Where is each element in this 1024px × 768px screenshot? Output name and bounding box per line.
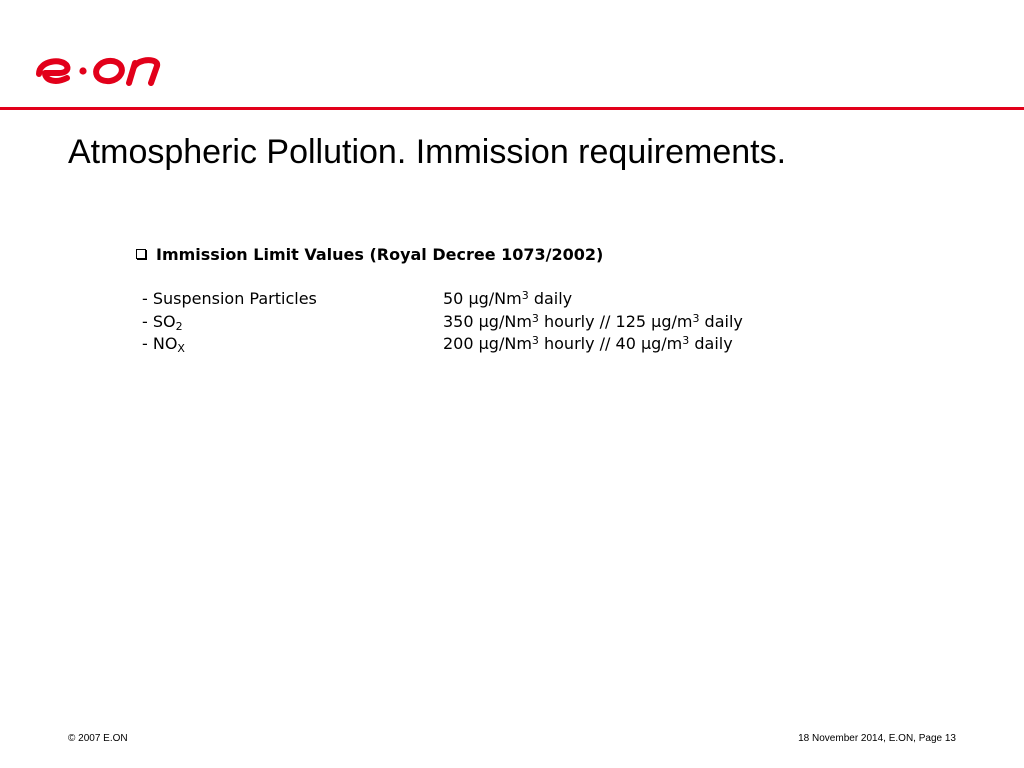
pollutant-name: - $SO_2$: [142, 311, 183, 333]
checkbox-icon: [136, 249, 146, 259]
pollutant-name: - Suspension Particles: [142, 289, 317, 308]
immission-section: [136, 243, 743, 355]
limit-value: 50 μg/Nm$^3$ daily: [443, 289, 573, 308]
list-item: [142, 288, 862, 311]
eon-logo: [33, 48, 169, 90]
footer-date-page: 18 November 2014, E.ON, Page 13: [798, 733, 956, 744]
limit-value: 200 μg/Nm$^3$ hourly // 40 $\mu g/m^3$ daily: [443, 334, 733, 353]
list-item: [142, 333, 862, 356]
footer-copyright: © 2007 E.ON: [68, 733, 128, 744]
list-item: [142, 311, 862, 334]
pollutant-name: - $NO_X$: [142, 334, 185, 355]
slide-title: Atmospheric Pollution. Immission requirements.: [68, 133, 787, 171]
header-divider: [0, 107, 1024, 110]
limit-value: 350 μg/Nm$^3$ hourly // 125 $\mu g/m^3$ daily: [443, 311, 743, 331]
limit-values-list: [142, 288, 862, 356]
section-heading: [136, 243, 603, 265]
section-heading-text: Immission Limit Values (Royal Decree 1073/2002): [156, 244, 604, 264]
